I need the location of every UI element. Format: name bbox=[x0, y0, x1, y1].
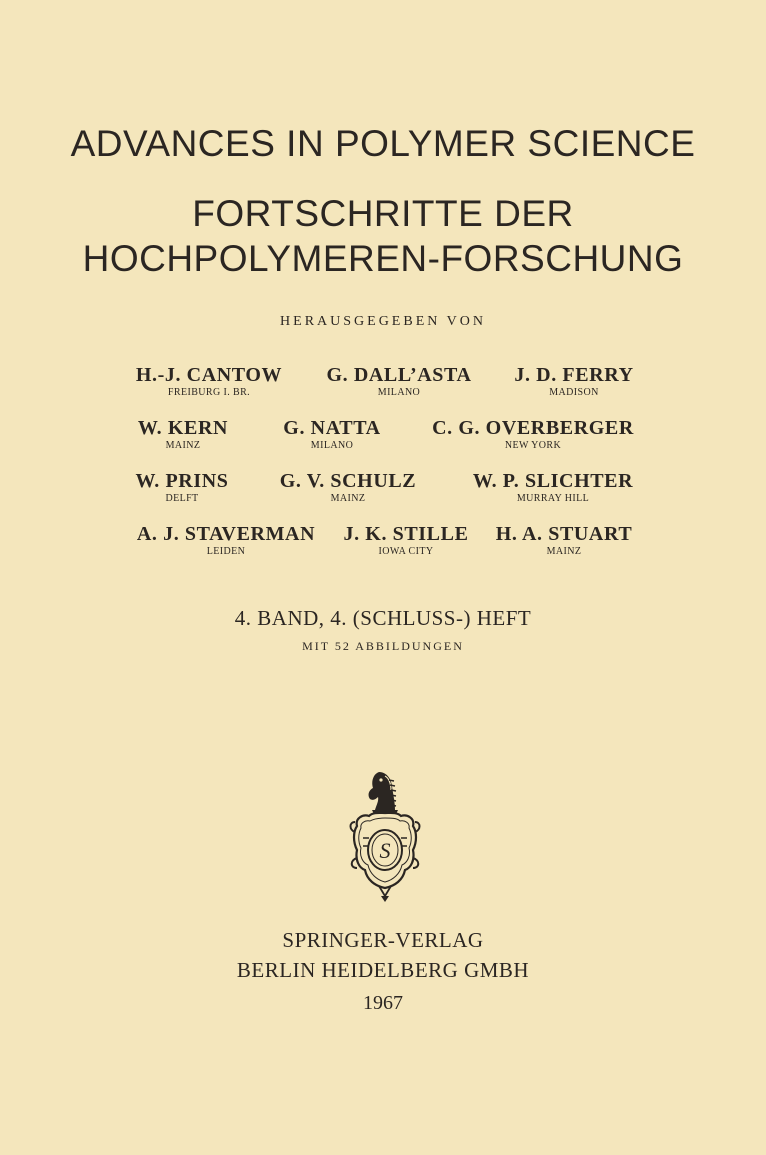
title-line-1: ADVANCES IN POLYMER SCIENCE bbox=[70, 123, 696, 164]
logo-monogram: S bbox=[379, 838, 391, 863]
illustrations-count: MIT 52 ABBILDUNGEN bbox=[302, 639, 464, 653]
title-line-3: HOCHPOLYMEREN-FORSCHUNG bbox=[82, 238, 684, 279]
editors-intro: HERAUSGEGEBEN VON bbox=[280, 314, 486, 329]
editor-natta bbox=[283, 416, 380, 452]
editor-name: C. G. OVERBERGER bbox=[432, 417, 634, 439]
editor-prins bbox=[136, 469, 229, 505]
editor-city: LEIDEN bbox=[206, 546, 246, 557]
editor-name: A. J. STAVERMAN bbox=[136, 523, 316, 545]
volume-issue: 4. BAND, 4. (SCHLUSS-) HEFT bbox=[234, 606, 532, 630]
editor-kern bbox=[138, 416, 228, 452]
editor-city: MURRAY HILL bbox=[516, 493, 590, 504]
editor-city: MILANO bbox=[377, 387, 421, 398]
editor-name: W. P. SLICHTER bbox=[472, 470, 634, 492]
editor-city: MAINZ bbox=[330, 493, 366, 504]
editor-city: FREIBURG I. BR. bbox=[167, 387, 251, 398]
editor-name: W. PRINS bbox=[135, 470, 229, 492]
editor-name: G. NATTA bbox=[283, 417, 381, 439]
editor-dallasta bbox=[326, 363, 471, 399]
publication-year: 1967 bbox=[363, 992, 403, 1014]
editor-name: H. A. STUART bbox=[495, 523, 633, 545]
editor-slichter bbox=[473, 469, 633, 505]
editor-city: IOWA CITY bbox=[378, 546, 434, 557]
editor-stille bbox=[343, 522, 468, 558]
editor-city: MAINZ bbox=[165, 440, 201, 451]
editor-name: J. K. STILLE bbox=[343, 523, 469, 545]
editor-name: G. DALL’ASTA bbox=[326, 364, 472, 386]
editor-city: MILANO bbox=[310, 440, 354, 451]
editor-city: DELFT bbox=[165, 493, 199, 504]
publisher-name: SPRINGER-VERLAG bbox=[282, 928, 484, 952]
editor-city: MADISON bbox=[549, 387, 599, 398]
editor-schulz bbox=[280, 469, 417, 505]
springer-logo-icon bbox=[345, 768, 425, 904]
publisher-location: BERLIN HEIDELBERG GMBH bbox=[236, 958, 530, 982]
editor-name: W. KERN bbox=[137, 417, 229, 439]
editor-name: J. D. FERRY bbox=[514, 364, 634, 386]
editor-overberger bbox=[432, 416, 634, 452]
editor-city: NEW YORK bbox=[504, 440, 562, 451]
editor-name: G. V. SCHULZ bbox=[279, 470, 417, 492]
editor-cantow bbox=[136, 363, 282, 399]
editor-name: H.-J. CANTOW bbox=[135, 364, 283, 386]
editor-city: MAINZ bbox=[546, 546, 582, 557]
editor-staverman bbox=[137, 522, 315, 558]
editor-ferry bbox=[514, 363, 633, 399]
title-line-2: FORTSCHRITTE DER bbox=[192, 193, 574, 234]
editor-stuart bbox=[496, 522, 633, 558]
